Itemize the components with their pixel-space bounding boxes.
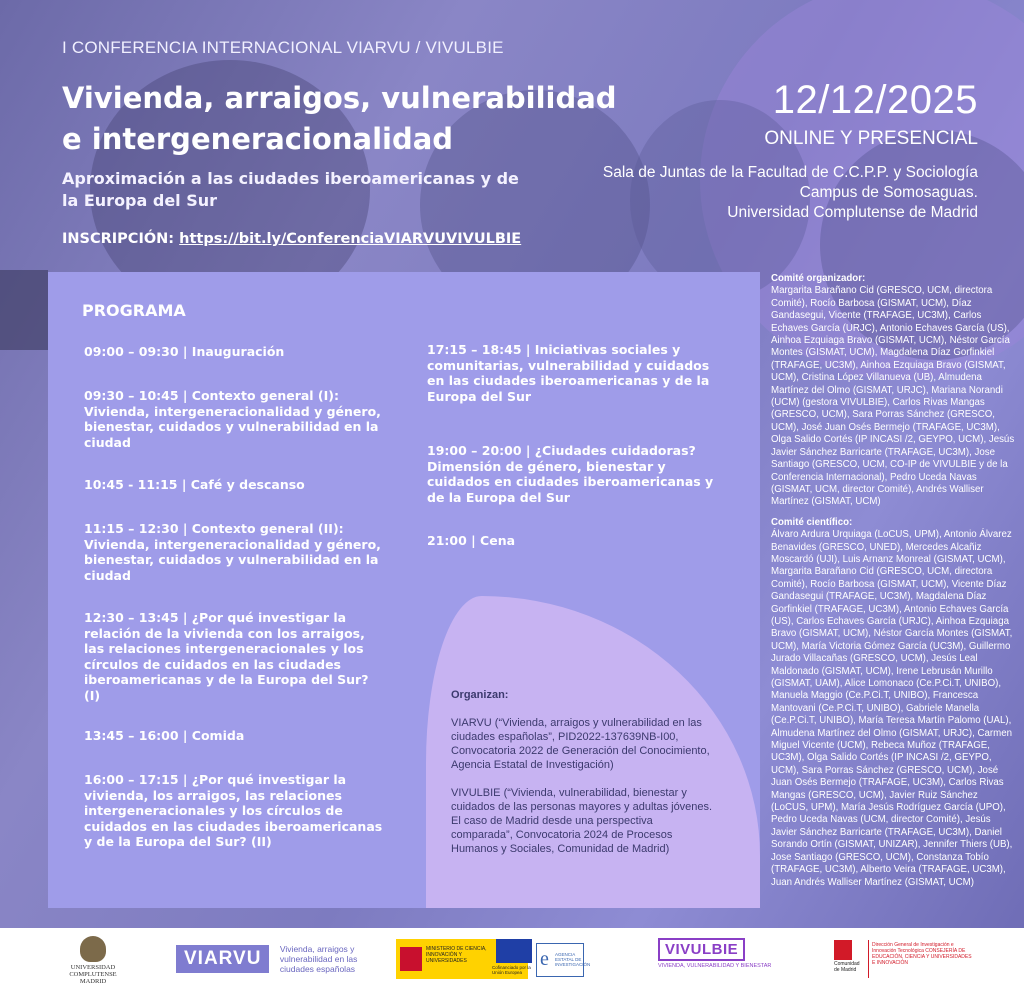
organizer-vivulbie: VIVULBIE (“Vivienda, vulnerabilidad, bienestar y cuidados de las personas mayores y adultas jóvenes. El caso de Madrid desde una perspectiva comparada”, Convocatoria 2024 de Procesos Humanos y Sociales, Comunidad de Madrid) <box>451 787 713 855</box>
scientific-committee-list: Álvaro Ardura Urquiaga (LoCUS, UPM), Antonio Álvarez Benavides (GRESCO, UNED), Mercedes Alcañiz Moscardó (UJI), Luis Arnanz Monreal (GISMAT, UCM), Margarita Barañano Cid (GRESCO, UCM, directora Comité), Rocío Barbosa (GISMAT, UCM), Vicente Díaz Gandasegui (TRAFAGE, UC3M), Magdalena Díaz Gorfinkiel (TRAFAGE, UC3M), Antonio Echaves García (US), Carlos Echaves García (URJC), Ainhoa Ezquiaga Bravo (GISMAT, UCM), Néstor García Montes (GISMAT, UCM), María Victoria Gómez García (UC3M), Guillermo Jurado Villacañas (GRESCO, UCM), Jesús Leal Maldonado (GISMAT, UCM), Irene Lebrusán Murillo (GISMAT, UAM), Alice Lomonaco (Ce.P.Ci.T, UNIBO), Manuela Maggio (Ce.P.Ci.T, UNIBO), Francesca Mantovani (Ce.P.Ci.T, UNIBO), Gabriele Manella (Ce.P.Ci.T, UNIBO), María Teresa Martín Palomo (UAL), Almudena Martínez del Olmo (GISMAT, URJC), Carmen Miguel Vicente (UCM), Rebeca Muñoz (TRAFAGE, UC3M), Olga Salido Cortés (IP INCASI /2, GEYPO, UCM), Sara Porras Sánchez (GRESCO, UCM), José Juan Osés Bermejo (TRAFAGE, UC3M), Carlos Rivas Mangas (GRESCO, UCM), Javier Ruiz Sánchez (LoCUS, UPM), María Jesús Rodríguez García (UPO), Pedro Uceda Navas (UCM, director Comité), Jesús Javier Sánchez Barricarte (TRAFAGE, UC3M), Daniel Sorando Ortín (GISMAT, UNIZAR), Jennifer Thiers (UB), Jose Santiago (GRESCO, UCM), Constanza Tobío (TRAFAGE, UC3M), Alberto Veira (TRAFAGE, UC3M), Juan Andrés Walliser Martínez (GISMAT, UCM) <box>771 529 1013 888</box>
conference-title: Vivienda, arraigos, vulnerabilidad e intergeneracionalidad <box>62 81 617 156</box>
madrid-stars-icon <box>834 940 852 960</box>
committees-block <box>771 273 1016 897</box>
vivulbie-logo-mark: VIVULBIE <box>658 938 745 961</box>
ucm-logo-text: UNIVERSIDAD <box>70 964 116 971</box>
divider <box>868 940 869 978</box>
programme-item: 21:00 | Cena <box>427 533 516 548</box>
viarvu-logo <box>176 944 390 974</box>
conference-subtitle: Aproximación a las ciudades iberoamericanas y de la Europa del Sur <box>62 169 519 210</box>
photo-shadow <box>0 270 48 350</box>
programme-item: 19:00 – 20:00 | ¿Ciudades cuidadoras? Dimensión de género, bienestar y cuidados en ciudades iberoamericanas y de la Europa del Sur <box>427 443 714 505</box>
event-date: 12/12/2025 <box>772 78 978 122</box>
madrid-logo-text: Dirección General de Investigación e Innovación Tecnológica CONSEJERÍA DE EDUCACIÓN, CIENCIA Y UNIVERSIDADES E INNOVACIÓN <box>872 942 972 966</box>
organizers-heading: Organizan: <box>451 689 509 701</box>
viarvu-logo-text: Vivienda, arraigos y vulnerabilidad en las ciudades españolas <box>279 944 358 974</box>
eu-logo-text: Cofinanciado por la Unión Europea <box>492 965 531 975</box>
vivulbie-logo <box>658 938 771 969</box>
ucm-logo-text: COMPLUTENSE <box>69 971 117 978</box>
venue-line: Campus de Somosaguas. <box>799 184 978 201</box>
programme-item: 12:30 – 13:45 | ¿Por qué investigar la relación de la vivienda con los arraigos, las relaciones intergeneracionales y los círculos de cuidados en las ciudades iberoamericanas y de la Europa del Sur? (I) <box>84 610 369 703</box>
ministerio-logo-text: MINISTERIO DE CIENCIA, INNOVACIÓN Y UNIVERSIDADES <box>426 946 487 964</box>
ucm-crest-icon <box>80 936 106 962</box>
aei-logo <box>536 943 591 977</box>
ucm-logo <box>68 936 118 985</box>
programme-heading: PROGRAMA <box>82 301 186 320</box>
organizing-committee-list: Margarita Barañano Cid (GRESCO, UCM, directora Comité), Rocío Barbosa (GISMAT, UCM), Díaz Gandasegui, Vicente (TRAFAGE, UC3M), Carlos Echaves García (URJC), Antonio Echaves García (US), Ainhoa Ezquiaga Bravo (GISMAT, UCM), Néstor García Montes (GISMAT, UCM), Magdalena Díaz Gorfinkiel (TRAFAGE, UC3M), Ainhoa Ezquiaga Bravo (GISMAT, UCM), Cristina López Villanueva (UB), Almudena Martínez del Olmo (GISMAT, URJC), Mariana Norandi (UCM) (gestora VIVULBIE), Carlos Rivas Mangas (GRESCO, UCM), Sara Porras Sánchez (GRESCO, UCM), José Juan Osés Bermejo (TRAFAGE, UC3M), Olga Salido Cortés (IP INCASI /2, GEYPO, UCM), Jesús Javier Sánchez Barricarte (TRAFAGE, UC3M), Jose Santiago (GRESCO, UCM, CO-IP de VIVULBIE y de la Conferencia Internacional), Pedro Uceda Navas (GISMAT, UCM, director Comité), Andrés Walliser Martínez (GISMAT, UCM) <box>771 285 1015 508</box>
registration-link[interactable]: https://bit.ly/ConferenciaVIARVUVIVULBIE <box>179 231 522 247</box>
registration-label: INSCRIPCIÓN: <box>62 231 175 247</box>
ucm-logo-text: MADRID <box>79 978 107 985</box>
programme-item: 11:15 – 12:30 | Contexto general (II): Vivienda, intergeneracionalidad y género, bienestar, cuidados y vulnerabilidad en la ciudad <box>84 521 381 583</box>
programme-panel <box>48 272 760 908</box>
programme-item: 13:45 – 16:00 | Comida <box>84 728 245 743</box>
aei-e-icon: e <box>540 948 549 970</box>
logo-footer <box>0 928 1024 992</box>
event-venue <box>558 163 978 223</box>
conference-kicker: I CONFERENCIA INTERNACIONAL VIARVU / VIVULBIE <box>62 38 504 57</box>
spain-coat-of-arms-icon <box>400 947 422 971</box>
programme-item: 17:15 – 18:45 | Iniciativas sociales y comunitarias, vulnerabilidad y cuidados en las ciudades iberoamericanas y de la Europa del Sur <box>427 342 710 404</box>
viarvu-logo-mark: VIARVU <box>176 945 269 973</box>
organizing-committee-heading: Comité organizador: <box>771 273 866 284</box>
organizers-block <box>451 688 716 870</box>
programme-item: 16:00 – 17:15 | ¿Por qué investigar la vivienda, los arraigos, las relaciones intergeneracionales y los círculos de cuidados en las ciudades iberoamericanas y de la Europa del Sur? (II) <box>84 772 383 849</box>
madrid-logo-label: Comunidad de Madrid <box>834 961 860 973</box>
funding-logos <box>396 939 591 981</box>
eu-flag-icon <box>496 939 532 963</box>
venue-line: Universidad Complutense de Madrid <box>727 204 978 221</box>
organizer-viarvu: VIARVU (“Vivienda, arraigos y vulnerabilidad en las ciudades españolas”, PID2022-137639NB-I00, Convocatoria 2022 de Generación del Conocimiento, Agencia Estatal de Investigación) <box>451 717 710 771</box>
scientific-committee-heading: Comité científico: <box>771 516 853 528</box>
programme-item: 09:00 – 09:30 | Inauguración <box>84 344 285 359</box>
event-modality: ONLINE Y PRESENCIAL <box>764 128 978 149</box>
venue-line: Sala de Juntas de la Facultad de C.C.P.P. y Sociología <box>602 164 978 181</box>
vivulbie-logo-text: VIVIENDA, VULNERABILIDAD Y BIENESTAR <box>658 963 772 969</box>
aei-logo-text: AGENCIA ESTATAL DE INVESTIGACIÓN <box>555 952 591 967</box>
programme-item: 09:30 – 10:45 | Contexto general (I): Vivienda, intergeneracionalidad y género, bienestar, cuidados y vulnerabilidad en la ciudad <box>84 388 381 450</box>
registration-line <box>62 231 521 247</box>
programme-item: 10:45 - 11:15 | Café y descanso <box>84 477 305 492</box>
